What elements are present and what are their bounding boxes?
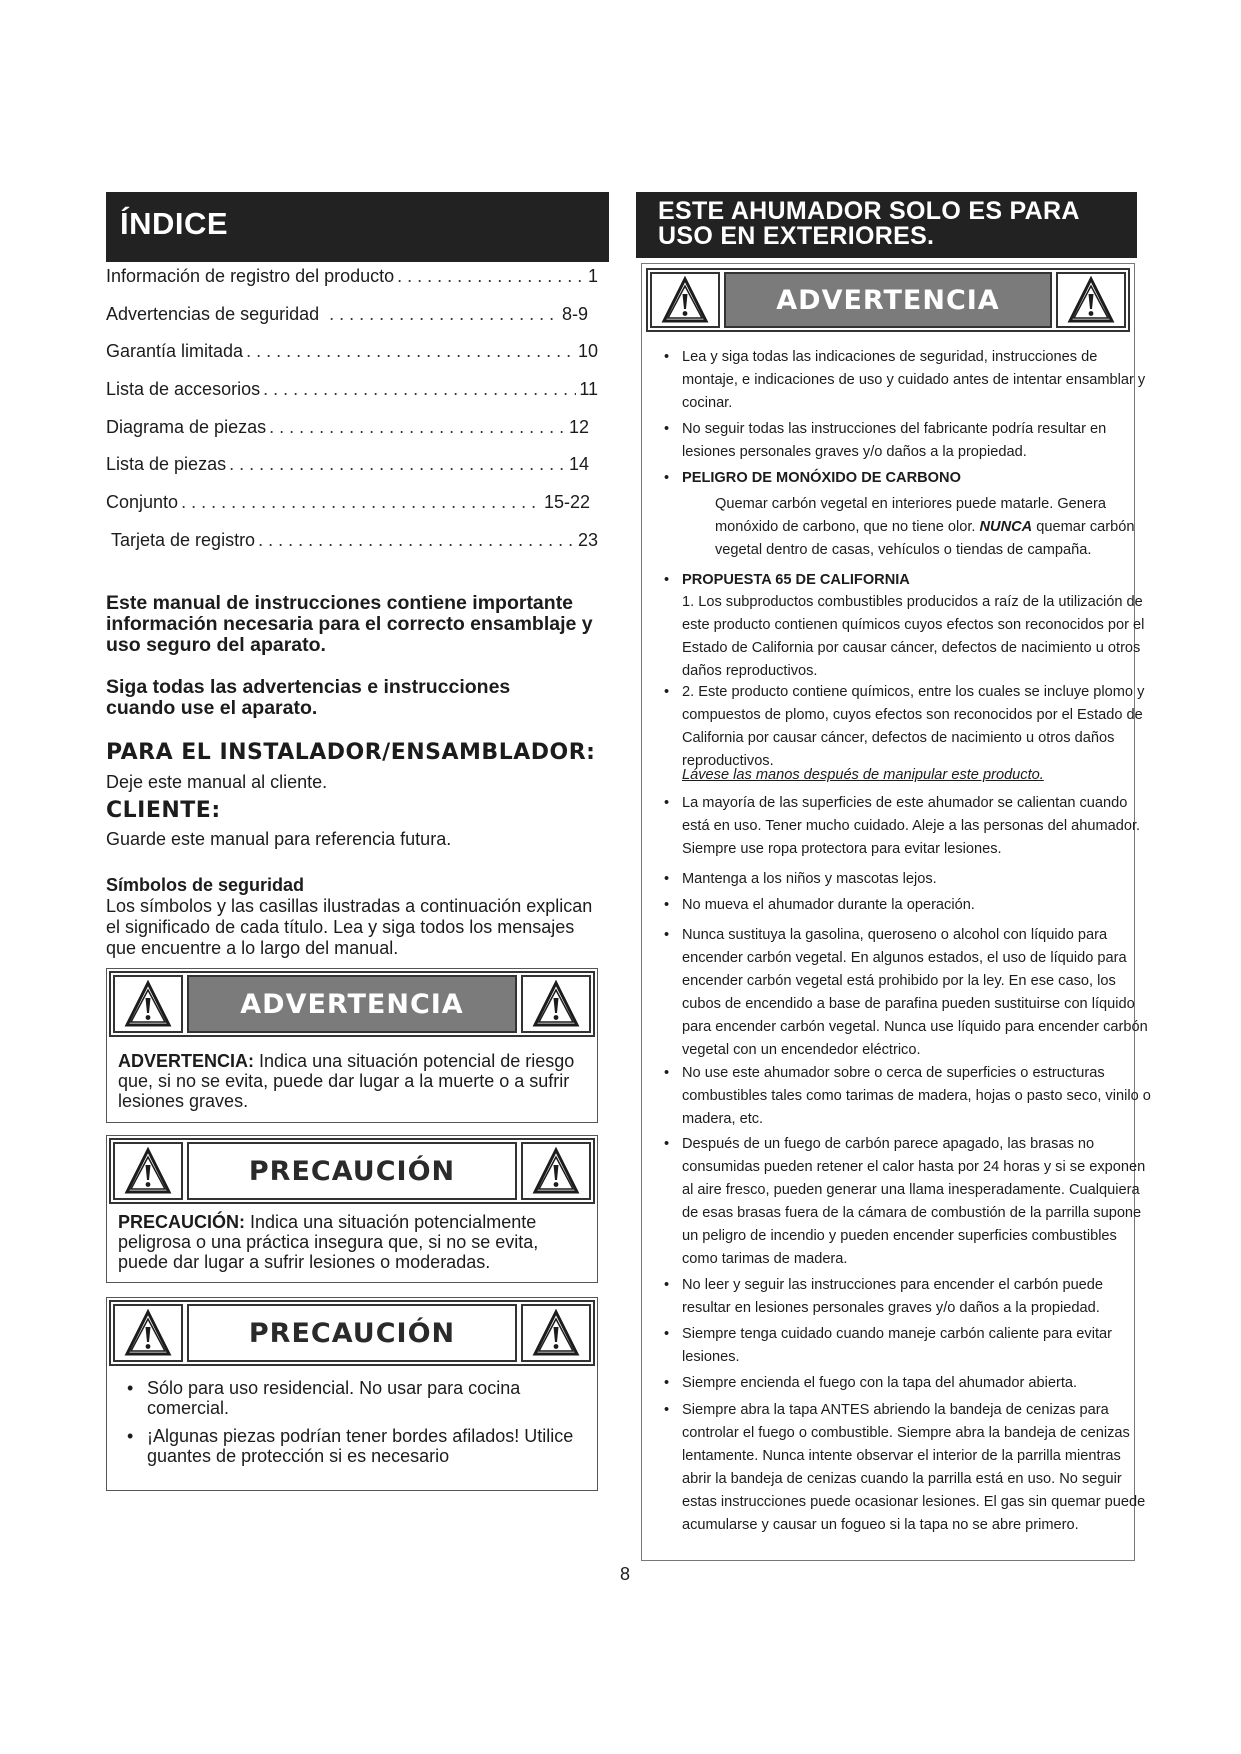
toc-label: Lista de accesorios <box>106 379 261 399</box>
prop65-wash-text: Lávese las manos después de manipular este producto. <box>682 767 1044 783</box>
caution-banner-label: PRECAUCIÓN <box>187 1142 517 1200</box>
toc-row <box>111 530 598 554</box>
warning-banner <box>646 268 1130 332</box>
toc-label: Diagrama de piezas <box>106 417 267 437</box>
co-text-b: quemar carbón vegetal dentro de casas, vehículos o tiendas de campaña. <box>715 519 1135 558</box>
warning-definition-text: Indica una situación potencial de riesgo que, si no se evita, puede dar lugar a la muerte o a sufrir lesiones graves. <box>118 1051 575 1111</box>
page-number: 8 <box>620 1564 631 1584</box>
toc-label: Conjunto <box>106 492 179 512</box>
safety-bullet: • Siempre tenga cuidado cuando maneje carbón caliente para evitar lesiones. <box>654 1323 1152 1369</box>
outdoor-header-line: ESTE AHUMADOR SOLO ES PARA <box>658 197 1080 225</box>
toc-page: 12 <box>568 417 589 437</box>
toc-row <box>106 379 598 403</box>
warning-triangle-icon <box>650 272 720 328</box>
warning-banner-label: ADVERTENCIA <box>187 975 517 1033</box>
toc-label: Garantía limitada <box>106 341 244 361</box>
outdoor-header-line: USO EN EXTERIORES. <box>658 222 935 250</box>
prop65-title <box>654 569 1152 592</box>
caution-definition <box>118 1212 585 1272</box>
follow-note: Siga todas las advertencias e instrucciones cuando use el aparato. <box>106 676 511 719</box>
caution-residential-box <box>106 1297 598 1491</box>
toc-label: Tarjeta de registro <box>111 530 256 550</box>
safety-bullet: • No mueva el ahumador durante la operación. <box>654 894 1152 917</box>
symbols-title: Símbolos de seguridad <box>106 875 305 895</box>
toc-row <box>106 341 598 365</box>
safety-bullet: • No seguir todas las instrucciones del fabricante podría resultar en lesiones personales graves y/o daños a la propiedad. <box>654 418 1152 464</box>
toc-row <box>106 304 588 328</box>
toc-label: Información de registro del producto <box>106 266 395 286</box>
prop65-wash-note <box>654 764 1152 787</box>
outdoor-header-text <box>658 199 1080 249</box>
safety-bullet: • No leer y seguir las instrucciones para encender el carbón puede resultar en lesiones personales graves y/o daños a la propiedad. <box>654 1274 1152 1320</box>
warning-term: ADVERTENCIA: <box>118 1051 255 1071</box>
warning-triangle-icon <box>113 1142 183 1200</box>
index-title: ÍNDICE <box>120 206 229 241</box>
warning-definition-box <box>106 968 598 1123</box>
toc-page: 15-22 <box>543 492 590 512</box>
manual-note: Este manual de instrucciones contiene importante información necesaria para el correcto ensamblaje y uso seguro del aparato. <box>106 592 593 656</box>
co-hazard-title <box>654 467 1152 490</box>
toc-row <box>106 454 589 478</box>
co-hazard-title-text: PELIGRO DE MONÓXIDO DE CARBONO <box>682 470 961 486</box>
toc-label: Lista de piezas <box>106 454 227 474</box>
client-heading: CLIENTE: <box>106 798 221 823</box>
co-never: NUNCA <box>979 519 1033 535</box>
warning-triangle-icon <box>521 1304 591 1362</box>
prop65-item: • 2. Este producto contiene químicos, entre los cuales se incluye plomo y compuestos de plomo, cuyos efectos son reconocidos por el Estado de California por causar cáncer, defectos de nacimiento u otros daños reproductivos. <box>654 681 1152 773</box>
safety-bullet: • Siempre abra la tapa ANTES abriendo la bandeja de cenizas para controlar el fuego o combustible. Siempre abra la bandeja de cenizas lentamente. Nunca intente observar el interior de la parrilla mientras abrir la bandeja de cenizas cuando la parrilla está en uso. No seguir estas instrucciones puede ocasionar lesiones. El gas sin quemar puede acumularse y causar un fogueo si la tapa no se abre primero. <box>654 1399 1152 1537</box>
co-hazard-text <box>687 493 1145 562</box>
safety-bullet: • Lea y siga todas las indicaciones de seguridad, instrucciones de montaje, e indicaciones de uso y cuidado antes de intentar ensamblar y cocinar. <box>654 346 1152 415</box>
symbols-text: Los símbolos y las casillas ilustradas a continuación explican el significado de cada título. Lea y siga todos los mensajes que encuentre a lo largo del manual. <box>106 896 593 958</box>
safety-bullet: • Después de un fuego de carbón parece apagado, las brasas no consumidas pueden retener el calor hasta por 24 horas y si se exponen al aire fresco, pueden generar una llama inesperadamente. Cualquiera de esas brasas fuera de la cámara de combustión de la parrilla supone un peligro de incendio y pueden encender superficies combustibles como tarimas de madera. <box>654 1133 1152 1271</box>
safety-bullet: • Siempre encienda el fuego con la tapa del ahumador abierta. <box>654 1372 1152 1395</box>
safety-bullet: • Nunca sustituya la gasolina, queroseno o alcohol con líquido para encender carbón vegetal. En algunos estados, el uso de líquido para encender carbón vegetal está prohibido por la ley. En ese caso, los cubos de encendido a base de parafina pueden sustituirse con líquido para encender carbón vegetal. Nunca use líquido para encender carbón vegetal con un encendedor eléctrico. <box>654 924 1152 1062</box>
caution-bullet: • Sólo para uso residencial. No usar para cocina comercial. <box>119 1378 587 1418</box>
safety-warnings-box <box>641 263 1151 1561</box>
toc-row <box>106 266 598 290</box>
toc-page: 14 <box>568 454 589 474</box>
warning-triangle-icon <box>521 1142 591 1200</box>
safety-bullet: • Mantenga a los niños y mascotas lejos. <box>654 868 1152 891</box>
safety-bullet: • No use este ahumador sobre o cerca de superficies o estructuras combustibles tales como tarimas de madera, hojas o pasto seco, vinilo o madera, etc. <box>654 1062 1152 1131</box>
toc-row <box>106 492 590 516</box>
safety-bullet: • La mayoría de las superficies de este ahumador se calientan cuando está en uso. Tener mucho cuidado. Aleje a las personas del ahumador. Siempre use ropa protectora para evitar lesiones. <box>654 792 1152 861</box>
caution-term: PRECAUCIÓN: <box>118 1212 246 1232</box>
warning-definition <box>118 1051 585 1111</box>
toc-page: 23 <box>577 530 598 550</box>
caution-banner-label: PRECAUCIÓN <box>187 1304 517 1362</box>
warning-triangle-icon <box>521 975 591 1033</box>
caution-bullet: • ¡Algunas piezas podrían tener bordes afilados! Utilice guantes de protección si es necesario <box>119 1426 587 1466</box>
caution-definition-text: Indica una situación potencialmente peligrosa o una práctica insegura que, si no se evita, puede dar lugar a sufrir lesiones o moderadas. <box>118 1212 539 1272</box>
installer-heading: PARA EL INSTALADOR/ENSAMBLADOR: <box>106 740 596 765</box>
toc-row <box>106 417 589 441</box>
caution-banner <box>109 1300 595 1366</box>
toc-page: 1 <box>587 266 598 286</box>
caution-banner <box>109 1138 595 1204</box>
installer-text: Deje este manual al cliente. <box>106 772 328 792</box>
prop65-title-text: PROPUESTA 65 DE CALIFORNIA <box>682 572 910 588</box>
toc-page: 8-9 <box>561 304 588 324</box>
warning-triangle-icon <box>113 1304 183 1362</box>
warning-triangle-icon <box>1056 272 1126 328</box>
toc-label: Advertencias de seguridad <box>106 304 320 324</box>
warning-banner-label: ADVERTENCIA <box>724 272 1052 328</box>
prop65-item: 1. Los subproductos combustibles producidos a raíz de la utilización de este producto contienen químicos cuyos efectos son reconocidos por el Estado de California por causar cáncer, defectos de nacimiento u otros daños reproductivos. <box>682 594 1145 679</box>
caution-definition-box <box>106 1135 598 1283</box>
outdoor-only-header <box>636 192 1137 258</box>
toc-page: 11 <box>579 379 598 399</box>
warning-banner <box>109 971 595 1037</box>
warning-triangle-icon <box>113 975 183 1033</box>
index-header <box>106 192 609 262</box>
co-text-a: Quemar carbón vegetal en interiores puede matarle. Genera monóxido de carbono, que no tiene olor. <box>715 496 1107 535</box>
client-text: Guarde este manual para referencia futura. <box>106 829 452 849</box>
toc-page: 10 <box>577 341 598 361</box>
